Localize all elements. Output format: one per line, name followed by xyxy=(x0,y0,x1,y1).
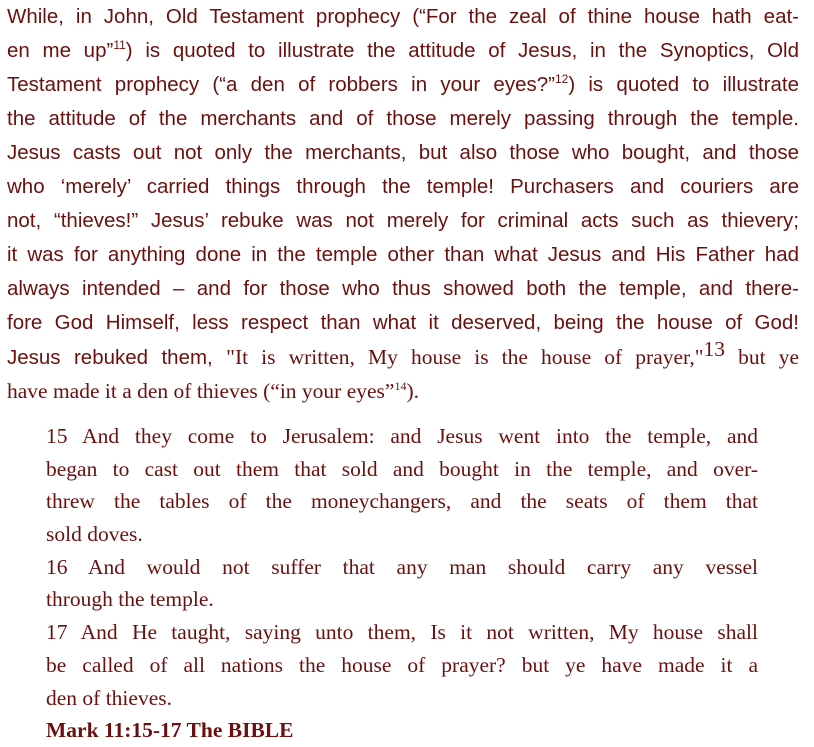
paragraph-line: who ‘merely’ carried things through the temple! Purchasers and couriers are xyxy=(7,175,799,198)
verse-line: through the temple. xyxy=(46,587,214,612)
paragraph-line: While, in John, Old Testament prophecy (“For the zeal of thine house hath eat- xyxy=(7,5,799,28)
verse-line: 17 And He taught, saying unto them, Is it not written, My house shall xyxy=(46,620,758,645)
verse-line: 16 And would not suffer that any man should carry any vessel xyxy=(46,554,758,579)
paragraph-line: en me up”$^{11}$) is quoted to illustrate the attitude of Jesus, in the Synoptics, Old xyxy=(7,38,800,62)
footnote-marker: 14 xyxy=(394,379,407,393)
verse-line: began to cast out them that sold and bought in the temple, and over- xyxy=(46,456,758,481)
scripture-reference: Mark 11:15-17 The BIBLE xyxy=(46,718,294,743)
paragraph-line: the attitude of the merchants and of those merely passing through the temple. xyxy=(7,107,799,130)
paragraph-line: Jesus casts out not only the merchants, but also those who bought, and those xyxy=(7,141,799,164)
footnote-marker: 13 xyxy=(703,337,726,361)
paragraph-line: fore God Himself, less respect than what it deserved, being the house of God! xyxy=(7,311,799,334)
scripture-block-quote xyxy=(46,420,758,747)
paragraph-line: always intended – and for those who thus showed both the temple, and there- xyxy=(7,277,799,300)
footnote-marker: 11 xyxy=(113,38,126,52)
paragraph-line: it was for anything done in the temple other than what Jesus and His Father had xyxy=(7,243,799,266)
paragraph-line: Jesus rebuked them, "It is written, My house is the house of prayer,"$^{13}$ but ye xyxy=(7,337,799,369)
verse-line: sold doves. xyxy=(46,522,143,547)
verse-line: threw the tables of the moneychangers, and the seats of them that xyxy=(46,489,758,514)
commentary-paragraph xyxy=(7,0,799,408)
paragraph-line: have made it a den of thieves (“in your eyes”$^{14}$). xyxy=(7,379,419,403)
verse-line: den of thieves. xyxy=(46,685,172,710)
verse-line: 15 And they come to Jerusalem: and Jesus went into the temple, and xyxy=(46,424,758,448)
paragraph-line: not, “thieves!” Jesus’ rebuke was not merely for criminal acts such as thievery; xyxy=(7,209,799,232)
verse-line: be called of all nations the house of prayer? but ye have made it a xyxy=(46,652,758,677)
paragraph-line: Testament prophecy (“a den of robbers in your eyes?”$^{12}$) is quoted to illustrate xyxy=(7,72,800,96)
footnote-marker: 12 xyxy=(554,72,569,86)
